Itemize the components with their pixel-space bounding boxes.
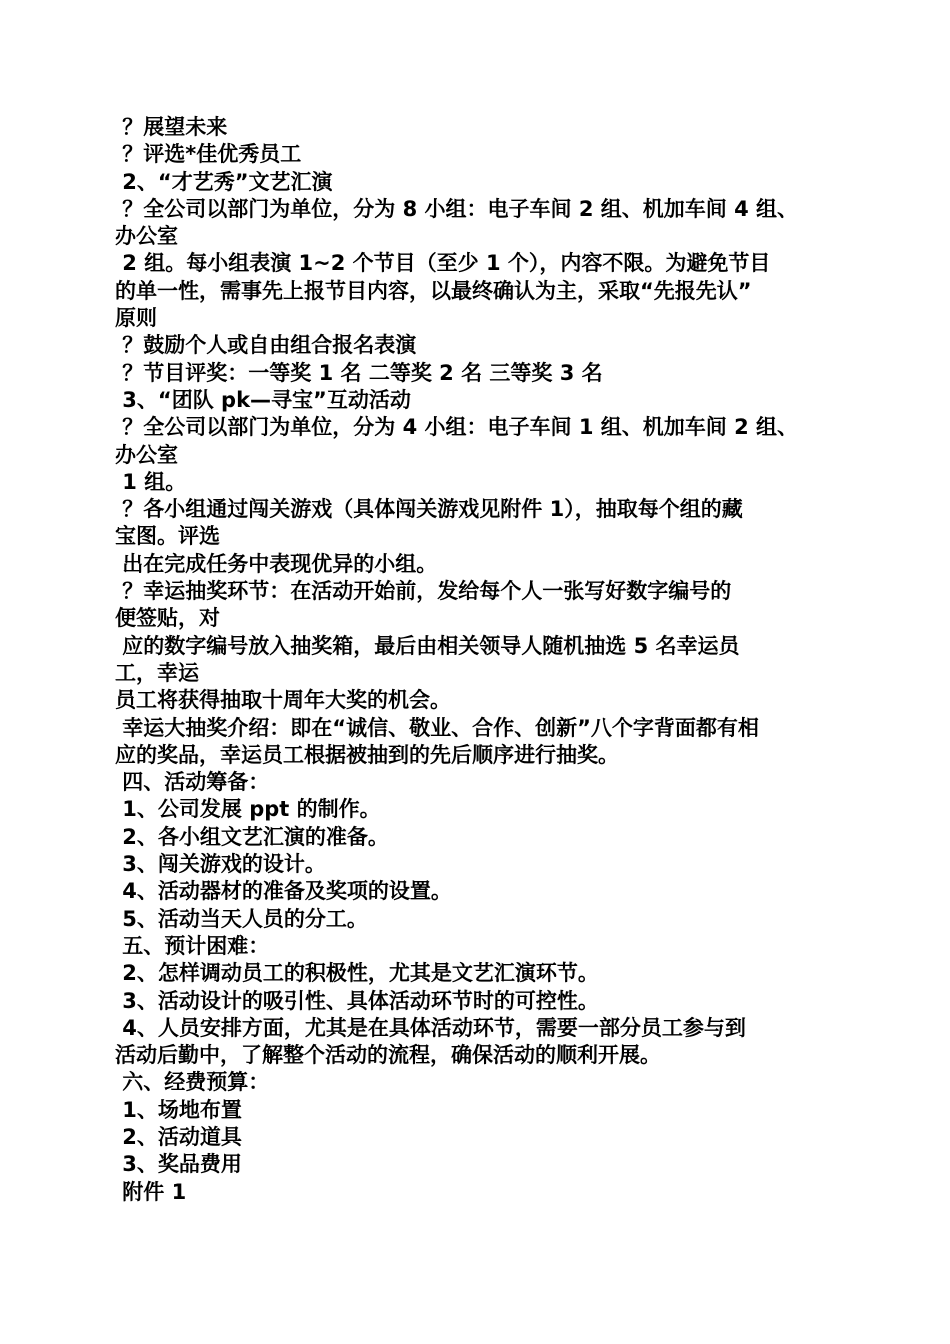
text-line: ？各小组通过闯关游戏（具体闯关游戏见附件 1），抽取每个组的藏 xyxy=(115,497,743,522)
text-line: ？幸运抽奖环节：在活动开始前，发给每个人一张写好数字编号的 xyxy=(115,579,732,604)
text-line: 1 组。 xyxy=(115,469,187,494)
list-item: 1、场地布置 xyxy=(115,1097,242,1122)
text-line: ？评选*佳优秀员工 xyxy=(115,142,302,167)
text-line: 出在完成任务中表现优异的小组。 xyxy=(115,551,438,576)
text-line: ？全公司以部门为单位，分为 4 小组：电子车间 1 组、机加车间 2 组、 xyxy=(115,415,799,440)
section-heading: 六、经费预算： xyxy=(115,1070,270,1095)
list-item: 1、公司发展 ppt 的制作。 xyxy=(115,797,381,822)
text-line: 幸运大抽奖介绍：即在“诚信、敬业、合作、创新”八个字背面都有相 xyxy=(115,715,759,740)
list-item: 3、闯关游戏的设计。 xyxy=(115,852,326,877)
list-item: 3、奖品费用 xyxy=(115,1152,242,1177)
list-item: 2、怎样调动员工的积极性，尤其是文艺汇演环节。 xyxy=(115,961,599,986)
text-line: 应的数字编号放入抽奖箱，最后由相关领导人随机抽选 5 名幸运员 xyxy=(115,633,740,658)
text-line: 办公室 xyxy=(115,224,178,249)
list-item: 2、活动道具 xyxy=(115,1124,242,1149)
section-heading: 五、预计困难： xyxy=(115,933,270,958)
list-item: 3、活动设计的吸引性、具体活动环节时的可控性。 xyxy=(115,988,599,1013)
text-line: 活动后勤中，了解整个活动的流程，确保活动的顺利开展。 xyxy=(115,1043,661,1068)
text-line: 应的奖品，幸运员工根据被抽到的先后顺序进行抽奖。 xyxy=(115,742,619,767)
list-item: 4、人员安排方面，尤其是在具体活动环节，需要一部分员工参与到 xyxy=(115,1015,746,1040)
text-line: ？全公司以部门为单位，分为 8 小组：电子车间 2 组、机加车间 4 组、 xyxy=(115,196,799,221)
list-item: 4、活动器材的准备及奖项的设置。 xyxy=(115,879,452,904)
list-item: 5、活动当天人员的分工。 xyxy=(115,906,368,931)
list-item: 2、各小组文艺汇演的准备。 xyxy=(115,824,389,849)
text-line: 的单一性，需事先上报节目内容，以最终确认为主，采取“先报先认” xyxy=(115,278,752,303)
text-line: 宝图。评选 xyxy=(115,524,220,549)
section-heading: 3、“团队 pk—寻宝”互动活动 xyxy=(115,387,411,412)
section-heading: 2、“才艺秀”文艺汇演 xyxy=(115,169,333,194)
text-line: 办公室 xyxy=(115,442,178,467)
text-line: 2 组。每小组表演 1~2 个节目（至少 1 个），内容不限。为避免节目 xyxy=(115,251,771,276)
text-line: ？展望未来 xyxy=(115,115,228,139)
text-line: 原则 xyxy=(115,306,157,331)
document-body xyxy=(115,114,840,1206)
attachment-label: 附件 1 xyxy=(115,1179,187,1204)
text-line: 员工将获得抽取十周年大奖的机会。 xyxy=(115,688,451,713)
text-line: 便签贴，对 xyxy=(115,606,220,631)
section-heading: 四、活动筹备： xyxy=(115,770,270,795)
text-line: ？节目评奖：一等奖 1 名 二等奖 2 名 三等奖 3 名 xyxy=(115,360,603,385)
text-line: 工，幸运 xyxy=(115,660,199,685)
text-line: ？鼓励个人或自由组合报名表演 xyxy=(115,333,417,358)
